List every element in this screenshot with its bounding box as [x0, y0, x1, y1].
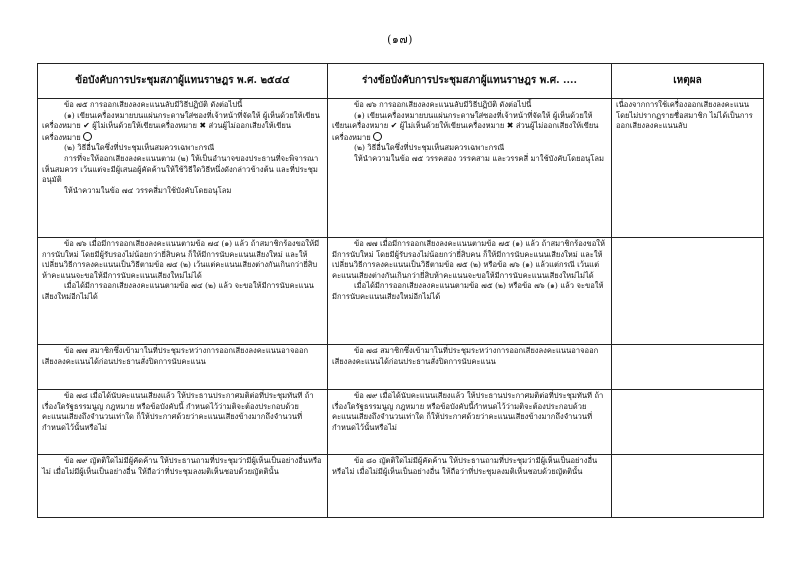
clause-text: ข้อ ๗๖ การออกเสียงลงคะแนนลับมีวิธีปฏิบัติ ดังต่อไปนี้ — [354, 100, 532, 109]
draft-text-cell — [328, 238, 612, 345]
header-reason: เหตุผล — [612, 64, 764, 99]
current-text-cell — [38, 238, 328, 345]
clause-text: ข้อ ๗๗ เมื่อมีการออกเสียงลงคะแนนตามข้อ ๗๕ (๑) แล้ว ถ้าสมาชิกร้องขอให้มีการนับใหม่ โดยมีผู้รับรองไม่น้อยกว่ายี่สิบคน ก็ให้มีการนับคะแนนเสียงใหม่ และให้เปลี่ยนวิธีการลงคะแนนเป็นวิธีตามข้อ ๗๕ (๒) หรือข้อ ๗๖ (๑) แล้วแต่กรณี เว้นแต่คะแนนเสียงต่างกันเกินกว่ายี่สิบห้าคะแนนจะขอให้มีการนับคะแนนเสียงใหม่ไม่ได้ — [332, 239, 605, 280]
clause-fragment: (๑) เขียนเครื่องหมายบนแผ่นกระดาษใส่ซองที่เจ้าหน้าที่จัดให้ ผู้เห็นด้วยให้เขียนเครื่องหมาย — [332, 110, 593, 131]
clause-text: ข้อ ๗๙ เมื่อได้นับคะแนนเสียงแล้ว ให้ประธานประกาศมติต่อที่ประชุมทันที ถ้าเรื่องใดรัฐธรรมนูญ กฎหมาย หรือข้อบังคับนี้กำหนดไว้ว่ามติจะต้องประกอบด้วยคะแนนเสียงถึงจำนวนเท่าใด ก็ให้ประกาศด้วยว่าคะแนนเสียงข้างมากถึงจำนวนที่กำหนดไว้นั้นหรือไม่ — [332, 391, 604, 432]
clause-fragment: (๑) เขียนเครื่องหมายบนแผ่นกระดาษใส่ซองที่เจ้าหน้าที่จัดให้ ผู้เห็นด้วยให้เขียนเครื่องหมาย — [42, 110, 320, 131]
clause-text: การที่จะให้ออกเสียงลงคะแนนตาม (๒) ให้เป็นอำนาจของประธานที่จะพิจารณาเห็นสมควร เว้นแต่จะมีผู้เสนอผู้คัดค้านให้ใช้วิธีใดวิธีหนึ่งดังกล่าวข้างต้น และที่ประชุมอนุมัติ — [42, 153, 319, 185]
draft-text-cell — [328, 345, 612, 390]
clause-text — [42, 111, 323, 144]
clause-text: ข้อ ๗๗ สมาชิกซึ่งเข้ามาในที่ประชุมระหว่างการออกเสียงลงคะแนนอาจออกเสียงลงคะแนนได้ก่อนประธานสั่งปิดการนับคะแนน — [42, 346, 309, 366]
clause-text: ข้อ ๗๘ สมาชิกซึ่งเข้ามาในที่ประชุมระหว่างการออกเสียงลงคะแนนอาจออกเสียงลงคะแนนได้ก่อนประธานสั่งปิดการนับคะแนน — [332, 346, 599, 366]
draft-text-cell — [328, 455, 612, 518]
draft-text-cell — [328, 390, 612, 455]
current-text-cell — [38, 99, 328, 238]
reason-cell — [612, 390, 764, 455]
table-row — [38, 390, 764, 455]
clause-text: (๒) วิธีอื่นใดซึ่งที่ประชุมเห็นสมควรเฉพาะกรณี — [64, 143, 215, 153]
table-row — [38, 238, 764, 345]
check-mark-icon: ✔ — [390, 121, 398, 131]
clause-text: เมื่อได้มีการออกเสียงลงคะแนนตามข้อ ๗๕ (๒) หรือข้อ ๗๖ (๑) แล้ว จะขอให้มีการนับคะแนนเสียงใหม่อีกไม่ได้ — [332, 281, 604, 301]
draft-text-cell — [328, 99, 612, 238]
table-row — [38, 455, 764, 518]
clause-fragment: ส่วนผู้ไม่ออกเสียงให้เขียนเครื่องหมาย — [42, 121, 292, 142]
header-current-regulation: ข้อบังคับการประชุมสภาผู้แทนราษฎร พ.ศ. ๒๕๔๔ — [38, 64, 328, 99]
clause-text — [332, 111, 607, 144]
clause-fragment: ผู้ไม่เห็นด้วยให้เขียนเครื่องหมาย — [399, 121, 505, 131]
cross-mark-icon: ✖ — [506, 121, 514, 131]
reason-cell — [612, 238, 764, 345]
table-row — [38, 99, 764, 238]
clause-text: ข้อ ๘๐ ญัตติใดไม่มีผู้คัดค้าน ให้ประธานถามที่ประชุมว่ามีผู้เห็นเป็นอย่างอื่นหรือไม่ เมื่อไม่มีผู้เห็นเป็นอย่างอื่น ให้ถือว่าที่ประชุมลงมติเห็นชอบด้วยญัตตินั้น — [332, 456, 598, 476]
clause-text: ข้อ ๗๕ การออกเสียงลงคะแนนลับมีวิธีปฏิบัติ ดังต่อไปนี้ — [64, 100, 243, 109]
current-text-cell — [38, 455, 328, 518]
clause-text: (๒) วิธีอื่นใดซึ่งที่ประชุมเห็นสมควรเฉพาะกรณี — [354, 143, 505, 153]
reason-cell — [612, 99, 764, 238]
reason-text: เนื่องจากการใช้เครื่องออกเสียงลงคะแนนโดยไม่ปรากฏรายชื่อสมาชิก ไม่ได้เป็นการออกเสียงลงคะแนนลับ — [616, 100, 753, 131]
clause-text: ข้อ ๗๙ ญัตติใดไม่มีผู้คัดค้าน ให้ประธานถามที่ประชุมว่ามีผู้เห็นเป็นอย่างอื่นหรือไม่ เมื่อไม่มีผู้เห็นเป็นอย่างอื่น ให้ถือว่าที่ประชุมลงมติเห็นชอบด้วยญัตตินั้น — [42, 456, 322, 476]
header-draft-regulation: ร่างข้อบังคับการประชุมสภาผู้แทนราษฎร พ.ศ. .... — [328, 64, 612, 99]
page-number: (๑๗) — [387, 33, 413, 46]
current-text-cell — [38, 390, 328, 455]
clause-fragment: ผู้ไม่เห็นด้วยให้เขียนเครื่องหมาย — [92, 121, 197, 131]
reason-cell — [612, 455, 764, 518]
current-text-cell — [38, 345, 328, 390]
clause-fragment: ส่วนผู้ไม่ออกเสียงให้เขียนเครื่องหมาย — [332, 121, 599, 142]
comparison-table — [37, 63, 764, 518]
circle-mark-icon — [373, 132, 382, 141]
reason-cell — [612, 345, 764, 390]
clause-text: ให้นำความในข้อ ๗๕ วรรคสอง วรรคสาม และวรรคสี่ มาใช้บังคับโดยอนุโลม — [354, 153, 605, 163]
check-mark-icon: ✔ — [83, 121, 90, 131]
clause-text: ให้นำความในข้อ ๗๔ วรรคสี่มาใช้บังคับโดยอนุโลม — [64, 185, 232, 195]
clause-text: ข้อ ๗๘ เมื่อได้นับคะแนนเสียงแล้ว ให้ประธานประกาศมติต่อที่ประชุมทันที ถ้าเรื่องใดรัฐธรรมนูญ กฎหมาย หรือข้อบังคับนี้ กำหนดไว้ว่ามติจะต้องประกอบด้วยคะแนนเสียงถึงจำนวนเท่าใด ก็ให้ประกาศด้วยว่าคะแนนเสียงข้างมากถึงจำนวนที่กำหนดไว้นั้นหรือไม่ — [42, 391, 314, 432]
clause-text: เมื่อได้มีการออกเสียงลงคะแนนตามข้อ ๗๔ (๒) แล้ว จะขอให้มีการนับคะแนนเสียงใหม่อีกไม่ได้ — [42, 281, 314, 301]
table-header-row — [38, 64, 764, 99]
circle-mark-icon — [83, 132, 92, 141]
table-row — [38, 345, 764, 390]
cross-mark-icon: ✖ — [199, 121, 207, 131]
clause-text: ข้อ ๗๖ เมื่อมีการออกเสียงลงคะแนนตามข้อ ๗๔ (๑) แล้ว ถ้าสมาชิกร้องขอให้มีการนับใหม่ โดยมีผู้รับรองไม่น้อยกว่ายี่สิบคน ก็ให้มีการนับคะแนนเสียงใหม่ และให้เปลี่ยนวิธีการลงคะแนนเป็นวิธีตามข้อ ๗๔ (๒) เว้นแต่คะแนนเสียงต่างกันเกินกว่ายี่สิบห้าคะแนนจะขอให้มีการนับคะแนนเสียงใหม่ไม่ได้ — [42, 239, 320, 280]
